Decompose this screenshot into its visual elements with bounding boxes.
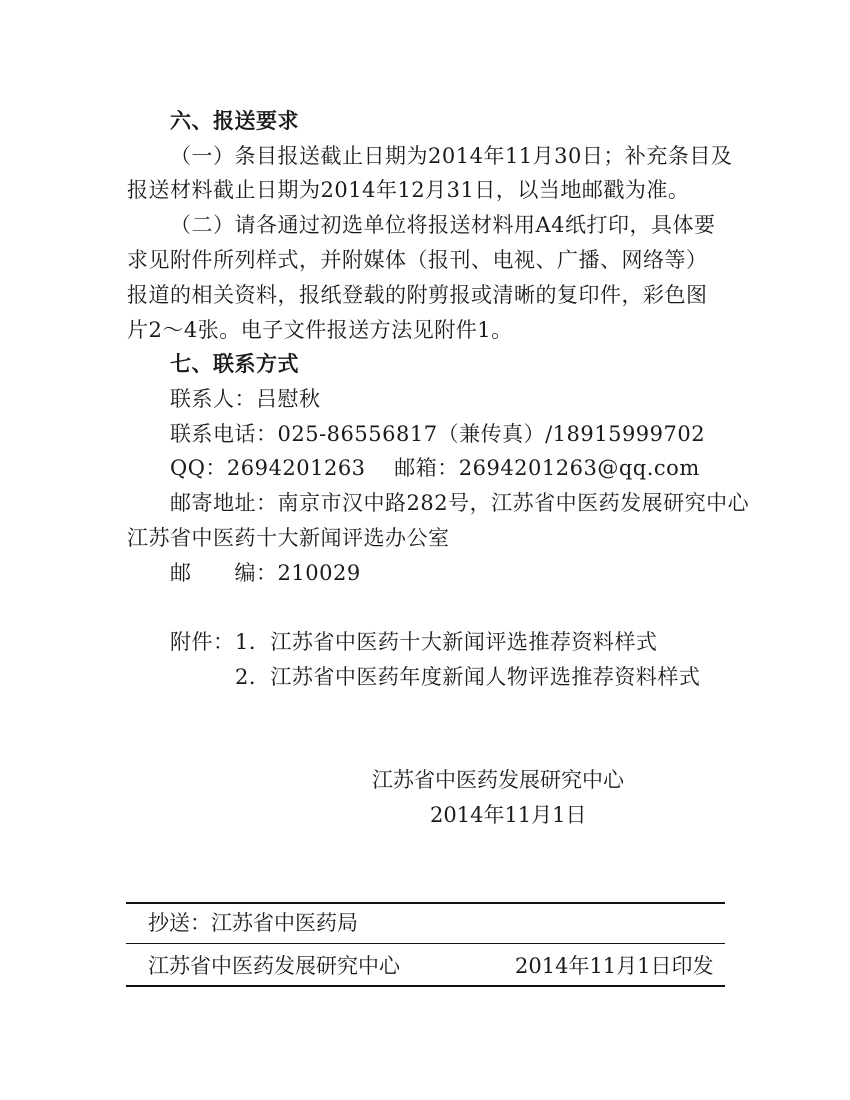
- section-six-p2-line2: 求见附件所列样式，并附媒体（报刊、电视、广播、网络等）: [127, 248, 708, 272]
- postcode: 邮 编：210029: [170, 561, 361, 585]
- footer-cc: 抄送：江苏省中医药局: [148, 911, 358, 935]
- section-seven-heading: 七、联系方式: [170, 351, 299, 376]
- section-six-p1-line1: （一）条目报送截止日期为2014年11月30日；补充条目及: [170, 144, 733, 168]
- section-six-p2-line3: 报道的相关资料，报纸登载的附剪报或清晰的复印件，彩色图: [127, 283, 708, 307]
- footer-middle-rule: [126, 943, 725, 944]
- contact-phone: 联系电话：025-86556817（兼传真）/18915999702: [170, 422, 706, 446]
- section-six-heading: 六、报送要求: [170, 108, 299, 133]
- section-six-p2-line4: 片2～4张。电子文件报送方法见附件1。: [127, 318, 513, 342]
- attachment-item-2: 2．江苏省中医药年度新闻人物评选推荐资料样式: [235, 665, 701, 689]
- footer-issuer: 江苏省中医药发展研究中心: [148, 954, 400, 978]
- mailing-address-line2: 江苏省中医药十大新闻评选办公室: [127, 526, 450, 550]
- signature-date: 2014年11月1日: [430, 803, 587, 827]
- attachments-label: 附件：: [170, 630, 235, 654]
- signature-org: 江苏省中医药发展研究中心: [372, 768, 624, 792]
- contact-person: 联系人：吕慰秋: [170, 387, 321, 411]
- contact-qq-email: QQ：2694201263 邮箱：2694201263@qq.com: [170, 456, 700, 480]
- section-six-p1-line2: 报送材料截止日期为2014年12月31日，以当地邮戳为准。: [127, 178, 690, 202]
- section-six-p2-line1: （二）请各通过初选单位将报送材料用A4纸打印，具体要: [170, 213, 716, 237]
- footer-top-rule: [126, 902, 725, 904]
- mailing-address-line1: 邮寄地址：南京市汉中路282号，江苏省中医药发展研究中心: [170, 491, 750, 515]
- footer-bottom-rule: [126, 985, 725, 987]
- footer-issue-date: 2014年11月1日印发: [515, 954, 714, 978]
- attachment-item-1: 1．江苏省中医药十大新闻评选推荐资料样式: [235, 630, 658, 654]
